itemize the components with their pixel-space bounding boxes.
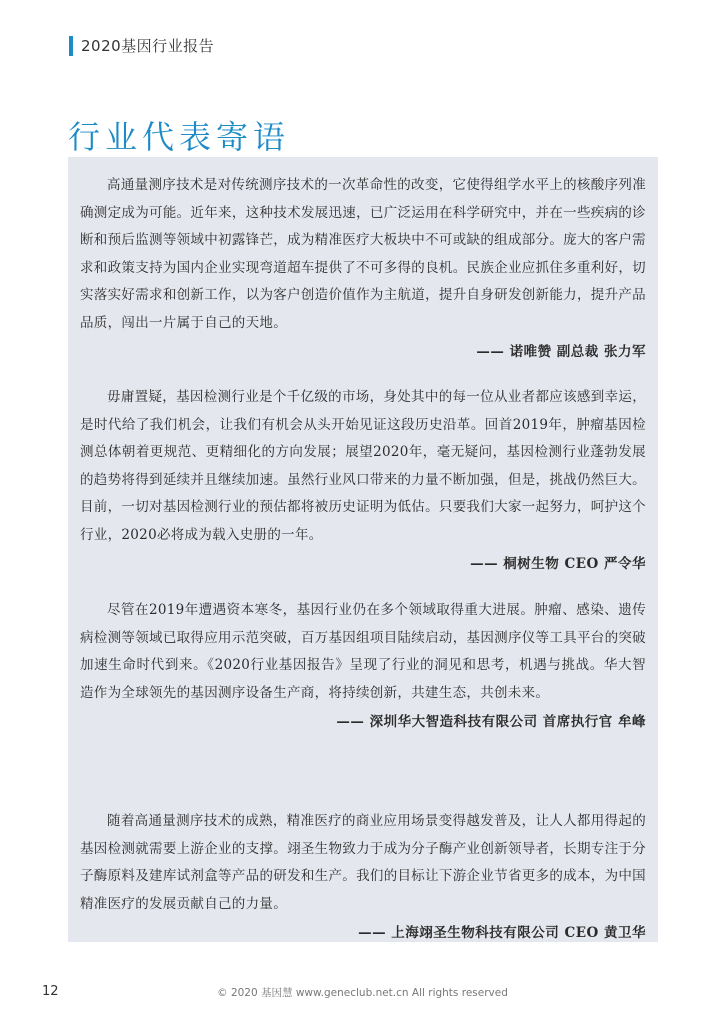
quote-signature: —— 诺唯赞 副总裁 张力军: [476, 344, 646, 360]
section-title: 行业代表寄语: [68, 118, 291, 156]
quote-signature: —— 深圳华大智造科技有限公司 首席执行官 牟峰: [336, 714, 646, 730]
copyright-notice: © 2020 基因慧 www.geneclub.net.cn All rights reserved: [217, 987, 508, 999]
page-number: 12: [42, 984, 59, 999]
quote-text: 随着高通量测序技术的成熟，精准医疗的商业应用场景变得越发普及，让人人都用得起的基因检测就需要上游企业的支撑。翊圣生物致力于成为分子酶产业创新领导者，长期专注于分子酶原料及建库试剂盒等产品的研发和生产。我们的目标让下游企业节省更多的成本，为中国精准医疗的发展贡献自己的力量。: [80, 813, 646, 912]
header-accent-bar: [69, 36, 73, 56]
quote-block: [80, 172, 646, 360]
quote-block: [80, 597, 646, 730]
quote-signature: —— 上海翊圣生物科技有限公司 CEO 黄卫华: [358, 925, 646, 941]
quote-text: 毋庸置疑，基因检测行业是个千亿级的市场，身处其中的每一位从业者都应该感到幸运，是时代给了我们机会，让我们有机会从头开始见证这段历史沿革。回首2019年，肿瘤基因检测总体朝着更规范、更精细化的方向发展；展望2020年，毫无疑问，基因检测行业蓬勃发展的趋势将得到延续并且继续加速。虽然行业风口带来的力量不断加强，但是，挑战仍然巨大。目前，一切对基因检测行业的预估都将被历史证明为低估。只要我们大家一起努力，呵护这个行业，2020必将成为载入史册的一年。: [80, 389, 646, 543]
report-title: 2020基因行业报告: [81, 37, 215, 55]
quote-block: [80, 384, 646, 572]
quote-text: 尽管在2019年遭遇资本寒冬，基因行业仍在多个领域取得重大进展。肿瘤、感染、遗传病检测等领域已取得应用示范突破，百万基因组项目陆续启动，基因测序仪等工具平台的突破加速生命时代到来。《2020行业基因报告》呈现了行业的洞见和思考，机遇与挑战。华大智造作为全球领先的基因测序设备生产商，将持续创新，共建生态，共创未来。: [80, 602, 646, 701]
quote-block: [80, 808, 646, 941]
quote-signature: —— 桐树生物 CEO 严令华: [470, 556, 646, 572]
quote-text: 高通量测序技术是对传统测序技术的一次革命性的改变，它使得组学水平上的核酸序列准确测定成为可能。近年来，这种技术发展迅速，已广泛运用在科学研究中，并在一些疾病的诊断和预后监测等领域中初露锋芒，成为精准医疗大板块中不可或缺的组成部分。庞大的客户需求和政策支持为国内企业实现弯道超车提供了不可多得的良机。民族企业应抓住多重利好，切实落实好需求和创新工作，以为客户创造价值作为主航道，提升自身研发创新能力，提升产品品质，闯出一片属于自己的天地。: [80, 177, 646, 331]
